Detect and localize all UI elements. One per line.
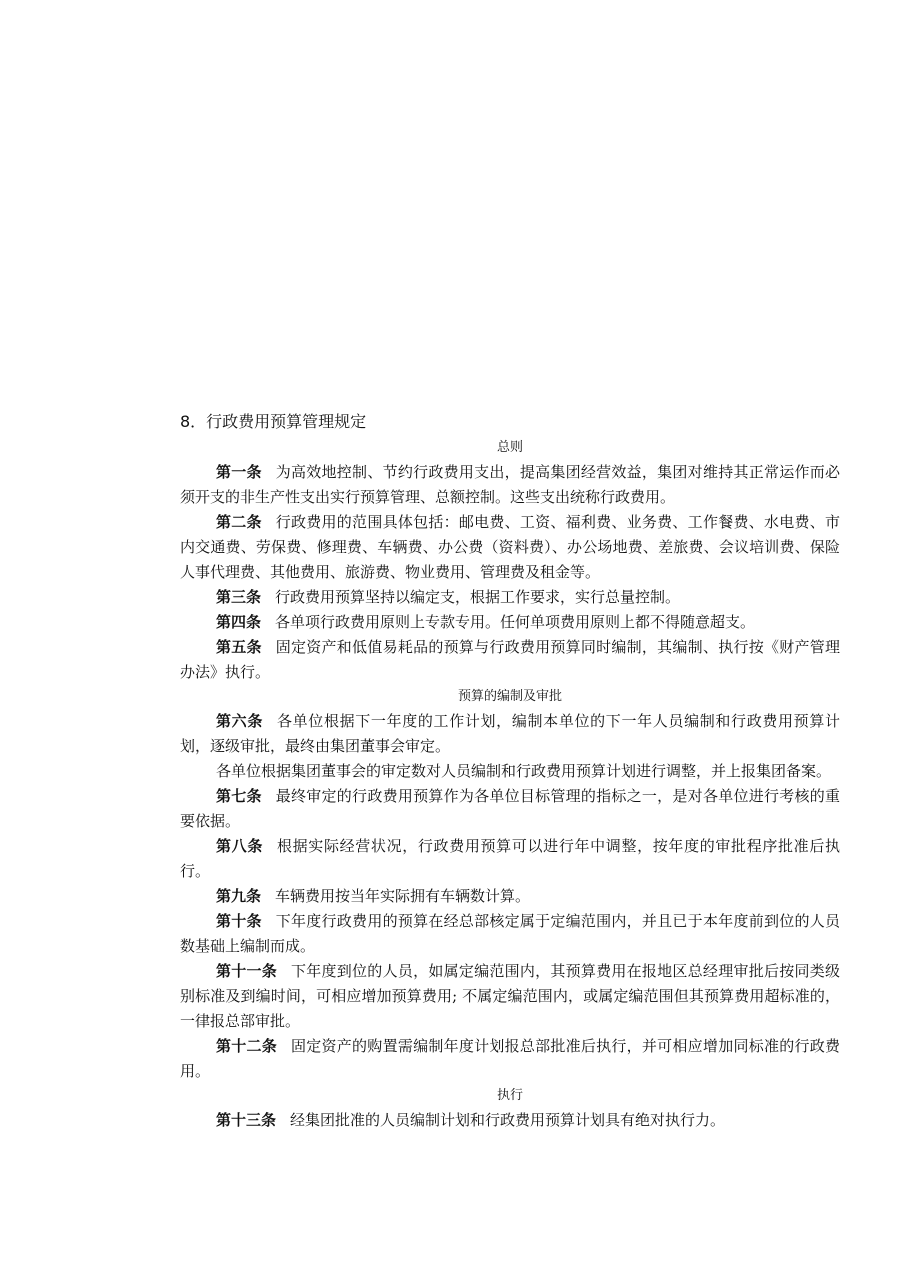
section-heading: 总则 (496, 440, 523, 455)
article-label: 第九条 (216, 887, 262, 905)
article (180, 959, 840, 1034)
article-label: 第六条 (216, 712, 263, 730)
section-heading: 执行 (496, 1088, 523, 1103)
section-general (180, 438, 840, 685)
article-text: 行政费用预算坚持以编定支，根据工作要求，实行总量控制。 (275, 588, 681, 606)
article-text: 为高效地控制、节约行政费用支出，提高集团经营效益，集团对维持其正常运作而必须开支的非生产性支出实行预算管理、总额控制。这些支出统称行政费用。 (180, 463, 840, 506)
article-text: 最终审定的行政费用预算作为各单位目标管理的指标之一，是对各单位进行考核的重要依据。 (180, 787, 840, 830)
article (180, 1108, 840, 1133)
article (180, 909, 840, 959)
section-budget-preparation (180, 687, 840, 1084)
article-text: 固定资产和低值易耗品的预算与行政费用预算同时编制，其编制、执行按《财产管理办法》执行。 (180, 638, 840, 681)
section-execution (180, 1086, 840, 1133)
article (180, 709, 840, 759)
article-text: 车辆费用按当年实际拥有车辆数计算。 (275, 887, 531, 905)
article (180, 884, 840, 909)
article-text: 各单位根据下一年度的工作计划，编制本单位的下一年人员编制和行政费用预算计划，逐级审批，最终由集团董事会审定。 (180, 712, 840, 755)
article-text: 下年度行政费用的预算在经总部核定属于定编范围内，并且已于本年度前到位的人员数基础上编制而成。 (180, 912, 840, 955)
article-text: 行政费用的范围具体包括：邮电费、工资、福利费、业务费、工作餐费、水电费、市内交通费、劳保费、修理费、车辆费、办公费（资料费）、办公场地费、差旅费、会议培训费、保险人事代理费、其他费用、旅游费、物业费用、管理费及租金等。 (180, 513, 840, 581)
article-text: 各单项行政费用原则上专款专用。任何单项费用原则上都不得随意超支。 (275, 613, 756, 631)
article-text: 各单位根据集团董事会的审定数对人员编制和行政费用预算计划进行调整，并上报集团备案。 (216, 762, 832, 780)
section-heading: 预算的编制及审批 (457, 689, 562, 704)
article-label: 第五条 (216, 638, 262, 656)
article (180, 784, 840, 834)
article-label: 第二条 (216, 513, 262, 531)
article (180, 635, 840, 685)
article (180, 460, 840, 510)
article (180, 610, 840, 635)
article-text: 根据实际经营状况，行政费用预算可以进行年中调整，按年度的审批程序批准后执行。 (180, 837, 840, 880)
document-title: 8．行政费用预算管理规定 (180, 412, 367, 431)
article-label: 第八条 (216, 837, 263, 855)
article-label: 第七条 (216, 787, 262, 805)
article-text: 固定资产的购置需编制年度计划报总部批准后执行，并可相应增加同标准的行政费用。 (180, 1037, 840, 1080)
article-continuation (180, 759, 840, 784)
article (180, 510, 840, 585)
article (180, 834, 840, 884)
document-page (180, 410, 840, 1133)
article-label: 第一条 (216, 463, 262, 481)
article-label: 第三条 (216, 588, 262, 606)
article-label: 第四条 (216, 613, 262, 631)
article (180, 1034, 840, 1084)
article-text: 下年度到位的人员，如属定编范围内，其预算费用在报地区总经理审批后按同类级别标准及到编时间，可相应增加预算费用; 不属定编范围内，或属定编范围但其预算费用超标准的，一律报总部审批。 (180, 962, 840, 1030)
article-text: 经集团批准的人员编制计划和行政费用预算计划具有绝对执行力。 (290, 1111, 726, 1129)
article-label: 第十三条 (216, 1111, 277, 1129)
article-label: 第十条 (216, 912, 262, 930)
article (180, 585, 840, 610)
article-label: 第十一条 (216, 962, 278, 980)
article-label: 第十二条 (216, 1037, 278, 1055)
